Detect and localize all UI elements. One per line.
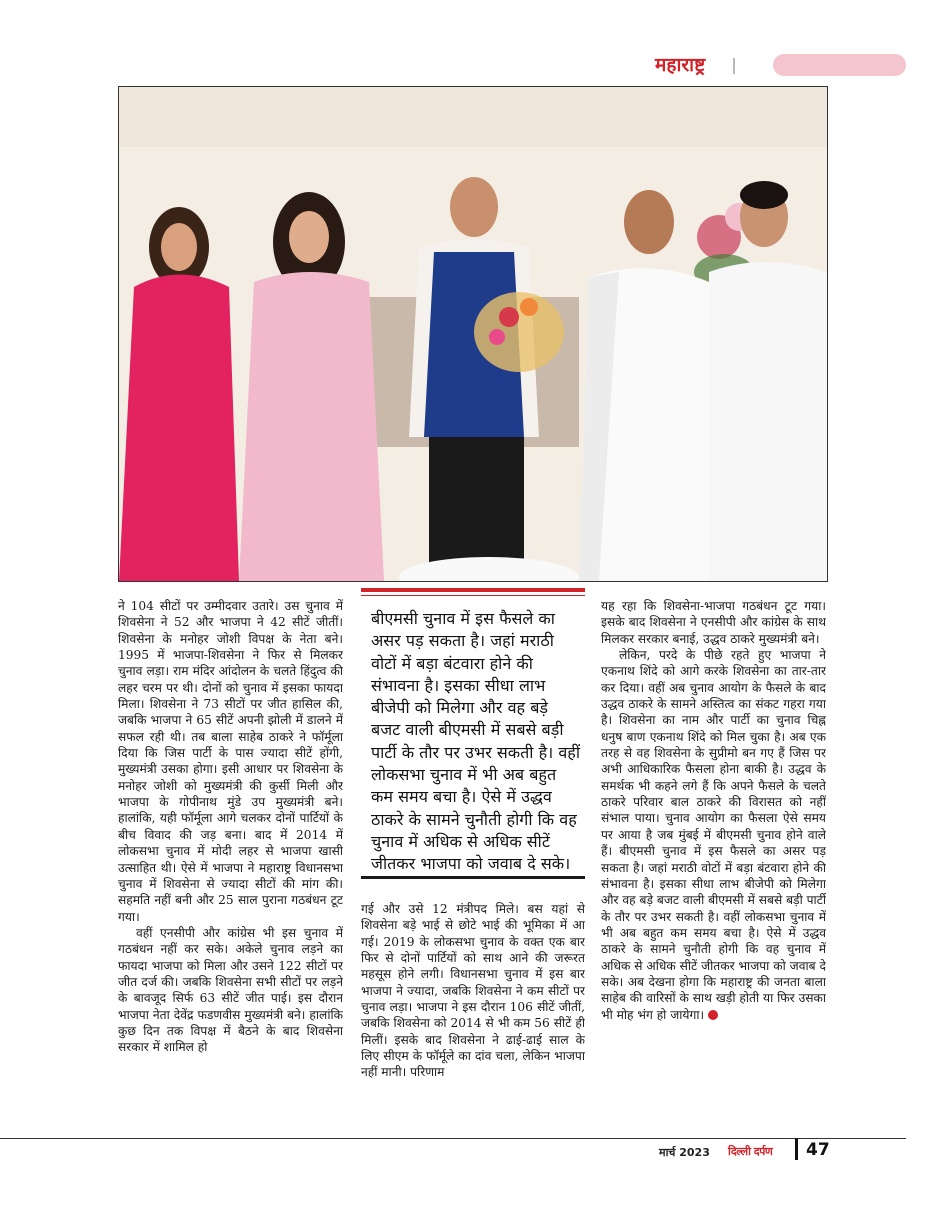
header-divider <box>733 58 735 74</box>
col3-para-1: यह रहा कि शिवसेना-भाजपा गठबंधन टूट गया। इसके बाद शिवसेना ने एनसीपी और कांग्रेस के साथ मिलकर सरकार बनाई, उद्धव ठाकरे मुख्यमंत्री बने। <box>601 599 826 646</box>
col2-para-1: गई और उसे 12 मंत्रीपद मिले। बस यहां से शिवसेना बड़े भाई से छोटे भाई की भूमिका में आ गई। 2019 के लोकसभा चुनाव के वक्त एक बार फिर से दोनों पार्टियों को साथ आने की जरूरत महसूस होने लगी। विधानसभा चुनाव में इस बार भाजपा ने ज्यादा, जबकि शिवसेना ने कम सीटों पर चुनाव लड़ा। भाजपा ने इस दौरान 106 सीटें जीतीं, जबकि शिवसेना को 2014 से भी कम 56 सीटें ही मिलीं। इसके बाद शिवसेना ने ढाई-ढाई साल के लिए सीएम के फॉर्मूले का दांव चला, लेकिन भाजपा नहीं मानी। परिणाम <box>361 902 585 1080</box>
pull-quote-text: बीएमसी चुनाव में इस फैसले का असर पड़ सकता है। जहां मराठी वोटों में बड़ा बंटवारा होने की संभावना है। इसका सीधा लाभ बीजेपी को मिलेगा और वह बड़े बजट वाली बीएमसी में सबसे बड़ी पार्टी के तौर पर उभर सकती है। वहीं लोकसभा चुनाव में भी अब बहुत कम समय बचा है। ऐसे में उद्धव ठाकरे के सामने चुनौती होगी कि वह चुनाव में अधिक से अधिक सीटें जीतकर भाजपा को जवाब दे सके। <box>371 609 581 874</box>
page-number: 47 <box>806 1140 830 1160</box>
col3-para-2-text: लेकिन, परदे के पीछे रहते हुए भाजपा ने एकनाथ शिंदे को आगे करके शिवसेना का तार-तार कर दिया। वहीं अब चुनाव आयोग के फैसले के बाद उद्धव ठाकरे के सामने अस्तित्व का संकट गहरा गया है। शिवसेना का नाम और पार्टी का चुनाव चिह्न धनुष बाण एकनाथ शिंदे को मिल चुका है। अब एक तरह से वह शिवसेना के सुप्रीमो बन गए हैं जिस पर अभी आधिकारिक फैसला होना बाकी है। उद्धव के समर्थक भी कहने लगे हैं कि अपने फैसले के चलते ठाकरे परिवार बाल ठाकरे की विरासत को नहीं संभाल पाया। चुनाव आयोग का फैसला ऐसे समय पर आया है जब मुंबई में बीएमसी चुनाव होने वाले हैं। बीएमसी चुनाव में इस फैसले का असर पड़ सकता है। जहां मराठी वोटों में बड़ा बंटवारा होने की संभावना है। इसका सीधा लाभ बीजेपी को मिलेगा और वह बड़े बजट वाली बीएमसी में सबसे बड़ी पार्टी के तौर पर उभर सकती है। वहीं लोकसभा चुनाव में भी अब बहुत कम समय बचा है। ऐसे में उद्धव ठाकरे के सामने चुनौती होगी कि वह चुनाव में अधिक से अधिक सीटें जीतकर भाजपा को जवाब दे सके। अब देखना होगा कि महाराष्ट्र की जनता बाला साहेब की वारिसों के साथ खड़ी होती या फिर उसका भी मोह भंग हो जायेगा। <box>601 648 826 1022</box>
group-photo-bouquet-icon <box>119 87 827 581</box>
end-mark-icon <box>708 1010 718 1020</box>
pull-quote-box <box>361 588 585 882</box>
section-title: महाराष्ट्र <box>655 54 706 76</box>
group-photo <box>118 86 828 582</box>
article-column-3 <box>601 598 826 1128</box>
article-column-2 <box>361 901 585 1121</box>
footer-divider <box>795 1138 798 1160</box>
col1-para-1: ने 104 सीटों पर उम्मीदवार उतारे। उस चुनाव में शिवसेना ने 52 और भाजपा ने 42 सीटें जीतीं। शिवसेना के मनोहर जोशी विपक्ष के नेता बने। 1995 में भाजपा-शिवसेना ने फिर से मिलकर चुनाव लड़ा। राम मंदिर आंदोलन के चलते हिंदुत्व की लहर चरम पर थी। दोनों को चुनाव में इसका फायदा मिला। शिवसेना ने 73 सीटों पर जीत हासिल की, जबकि भाजपा ने 65 सीटें अपनी झोली में डालने में सफल रही थी। तब बाला साहेब ठाकरे ने फॉर्मूला दिया कि जिस पार्टी के पास ज्यादा सीटें होंगी, मुख्यमंत्री उसका होगा। इसी आधार पर शिवसेना के मनोहर जोशी को मुख्यमंत्री की कुर्सी मिली और भाजपा के गोपीनाथ मुंडे उप मुख्यमंत्री बने। हालांकि, यही फॉर्मूला आगे चलकर दोनों पार्टियों के बीच विवाद की जड़ बना। बाद में 2014 में लोकसभा चुनाव में मोदी लहर से भाजपा खासी उत्साहित थी। ऐसे में भाजपा ने महाराष्ट्र विधानसभा चुनाव में शिवसेना से ज्यादा सीटों की मांग की। सहमति नहीं बनी और 25 साल पुराना गठबंधन टूट गया। <box>118 599 343 924</box>
footer-rule <box>0 1138 906 1139</box>
footer-date: मार्च 2023 <box>659 1146 710 1159</box>
pull-quote-rule-thin <box>361 595 585 596</box>
col3-para-2 <box>601 647 826 1023</box>
footer-brand-logo: दिल्ली दर्पण <box>728 1145 773 1158</box>
col1-para-2: वहीं एनसीपी और कांग्रेस भी इस चुनाव में गठबंधन नहीं कर सके। अकेले चुनाव लड़ने का फायदा भाजपा को मिला और उसने 122 सीटों पर जीत दर्ज की। जबकि शिवसेना सभी सीटों पर लड़ने के बावजूद सिर्फ 63 सीटें जीत पाई। इस दौरान भाजपा नेता देवेंद्र फडणवीस मुख्यमंत्री बने। हालांकि कुछ दिन तक विपक्ष में बैठने के बाद शिवसेना सरकार में शामिल हो <box>118 925 343 1055</box>
header-pill <box>773 54 906 76</box>
article-column-1 <box>118 598 343 1118</box>
pull-quote-rule-top <box>361 588 585 592</box>
pull-quote-rule-bottom <box>361 876 585 879</box>
